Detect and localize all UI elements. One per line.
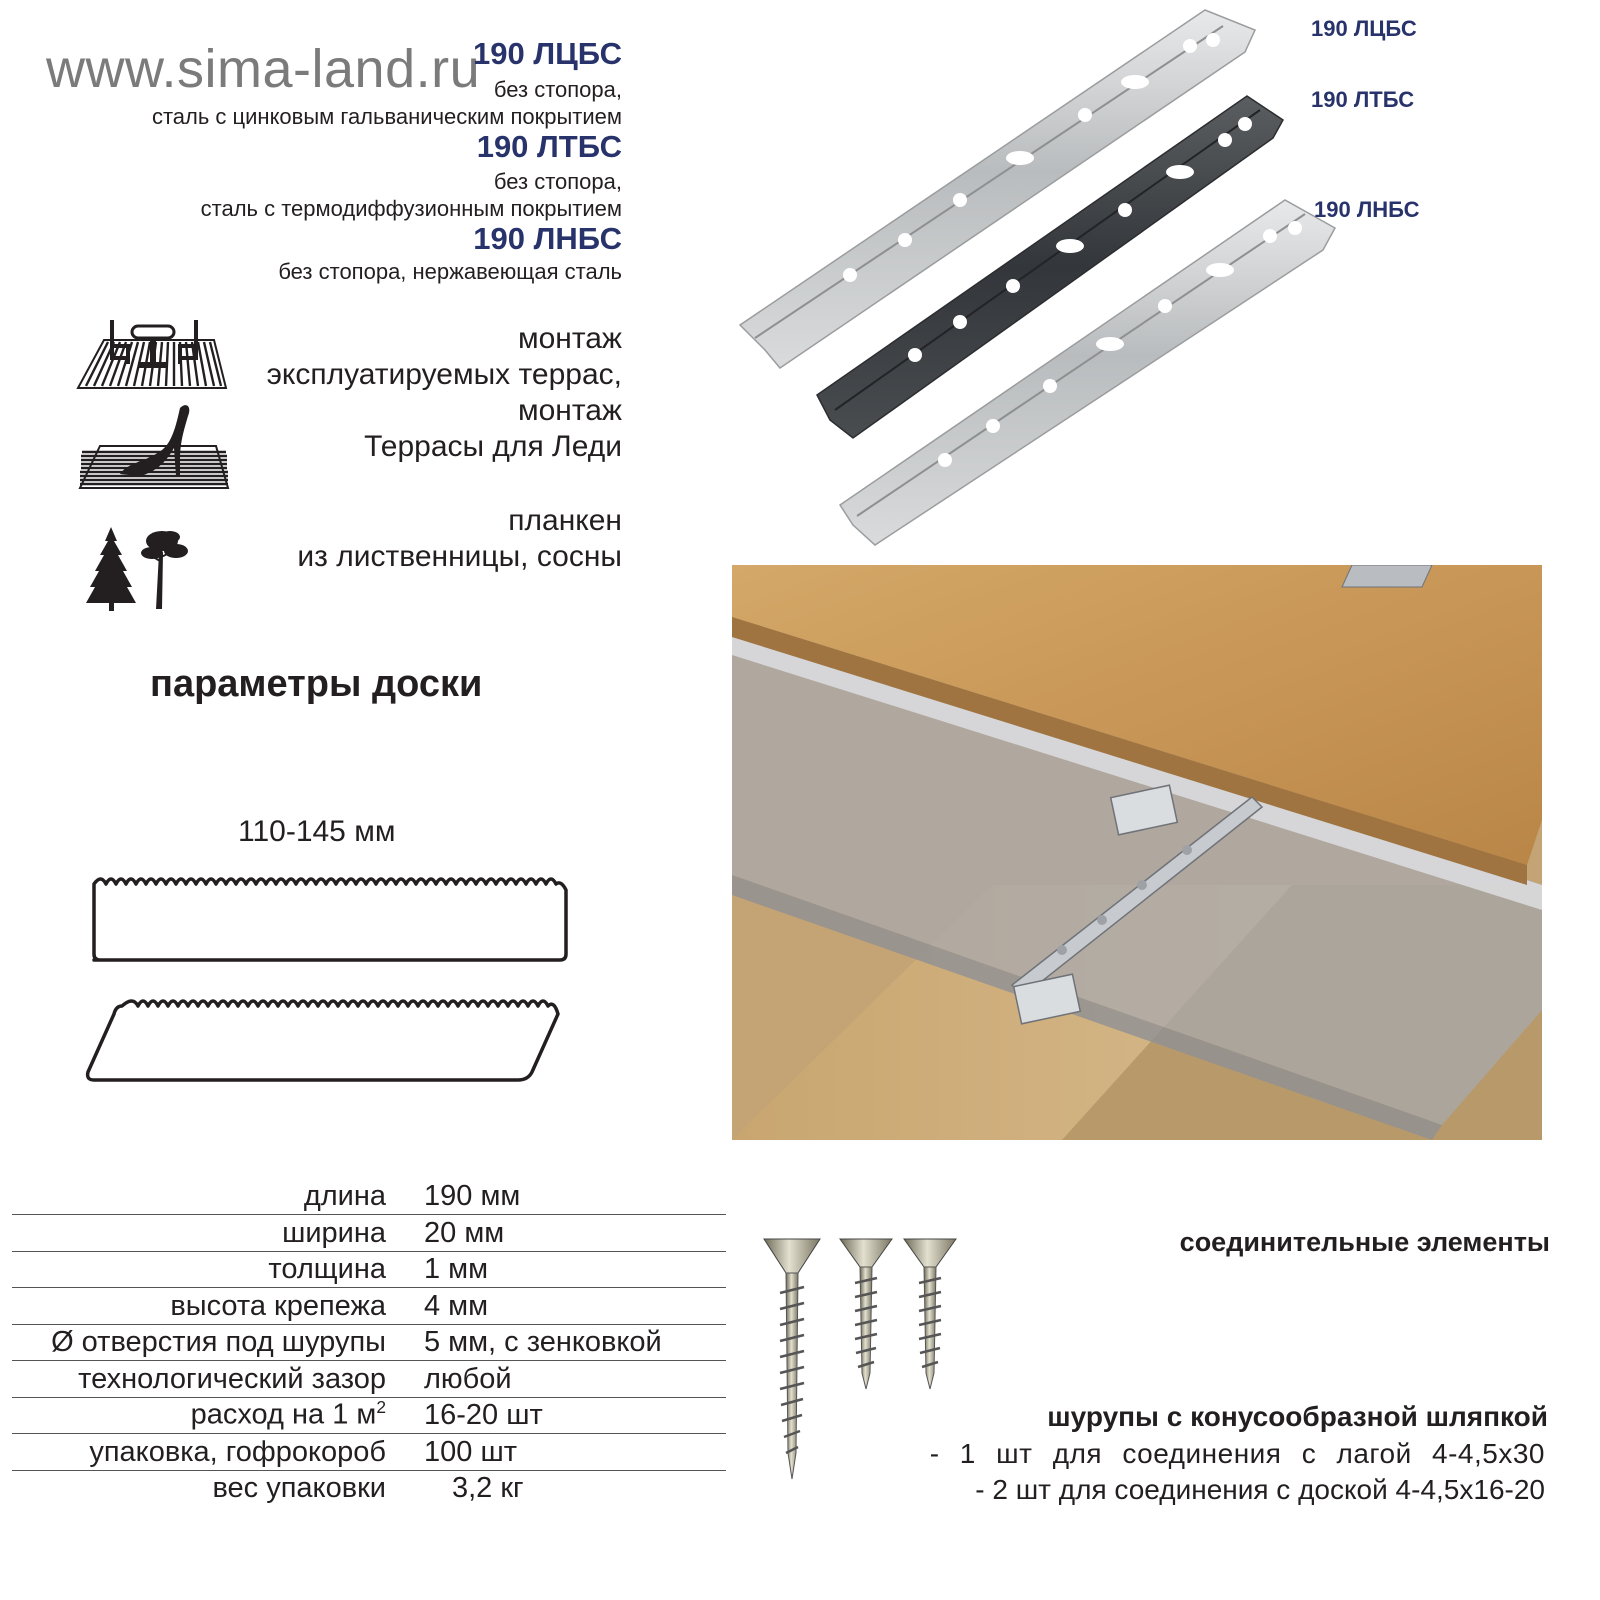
terrace-table-icon	[74, 318, 232, 392]
usage-terrace-line2: эксплуатируемых террас,	[266, 358, 622, 391]
spec-row	[12, 1323, 726, 1361]
screw-icon	[764, 1239, 820, 1479]
spec-value: 16-20 шт	[424, 1399, 543, 1431]
spec-name: ширина	[282, 1217, 386, 1249]
usage-wood-line2: из лиственницы, сосны	[297, 540, 622, 573]
usage-lady-line2: Террасы для Леди	[364, 430, 622, 463]
screws-line-board: - 2 шт для соединения с доской 4-4,5х16-20	[975, 1474, 1545, 1505]
spec-row	[12, 1396, 726, 1434]
spec-row	[12, 1177, 726, 1215]
spec-name: длина	[303, 1180, 386, 1212]
spec-name-text: расход на 1 м	[190, 1399, 377, 1431]
spec-value: 20 мм	[424, 1217, 505, 1249]
spec-value: любой	[424, 1363, 512, 1395]
spec-name: высота крепежа	[170, 1290, 386, 1322]
spec-row	[12, 1433, 726, 1471]
spec-value: 4 мм	[424, 1290, 489, 1322]
spec-value: 190 мм	[424, 1180, 521, 1212]
spec-name: толщина	[268, 1253, 386, 1285]
spec-row	[12, 1214, 726, 1252]
connectors-title: соединительные элементы	[1179, 1227, 1550, 1257]
strip-label-ltbs: 190 ЛТБС	[1311, 87, 1415, 112]
spec-value: 5 мм, с зенковкой	[424, 1326, 662, 1358]
board-params-title: параметры доски	[150, 663, 483, 705]
screws-line-joist: - 1 шт для соединения с лагой 4-4,5х30	[929, 1438, 1545, 1469]
model-title-lcbs: 190 ЛЦБС	[473, 36, 622, 71]
board-profile-straight	[86, 870, 576, 966]
usage-wood-line1: планкен	[508, 504, 622, 537]
screws-title: шурупы с конусообразной шляпкой	[1047, 1401, 1548, 1432]
spec-name: вес упаковки	[212, 1472, 386, 1504]
model-title-ltbs: 190 ЛТБС	[476, 129, 622, 164]
strip-label-lcbs: 190 ЛЦБС	[1311, 16, 1417, 41]
spec-name: Ø отверстия под шурупы	[51, 1326, 386, 1358]
model-desc-ltbs-1: без стопора,	[493, 169, 622, 194]
high-heel-icon	[76, 402, 232, 492]
spec-value: 100 шт	[424, 1436, 517, 1468]
spec-name-superscript: 2	[376, 1397, 386, 1418]
installation-render	[732, 565, 1542, 1140]
board-width-label: 110-145 мм	[238, 815, 396, 848]
spec-value: 3,2 кг	[452, 1472, 524, 1504]
spec-name	[191, 1397, 386, 1432]
model-desc-lcbs-2: сталь с цинковым гальваническим покрытием	[151, 104, 622, 129]
screw-icon	[840, 1239, 892, 1389]
spec-name: технологический зазор	[78, 1363, 386, 1395]
strip-label-lnbs: 190 ЛНБС	[1314, 197, 1420, 222]
screw-icon	[904, 1239, 956, 1389]
spec-value: 1 мм	[424, 1253, 489, 1285]
spec-name: упаковка, гофрокороб	[89, 1436, 386, 1468]
board-profile-beveled	[80, 990, 570, 1086]
model-desc-lnbs-1: без стопора, нержавеющая сталь	[278, 259, 622, 284]
spruce-tree-icon	[86, 527, 136, 611]
model-desc-lcbs-1: без стопора,	[493, 77, 622, 102]
spec-row	[12, 1287, 726, 1325]
usage-lady-line1: монтаж	[517, 394, 622, 427]
usage-terrace-line1: монтаж	[517, 322, 622, 355]
pine-tree-icon	[140, 529, 190, 611]
watermark: www.sima-land.ru	[46, 39, 481, 99]
spec-row	[12, 1469, 726, 1506]
spec-row	[12, 1250, 726, 1288]
spec-row	[12, 1360, 726, 1398]
model-desc-ltbs-2: сталь с термодиффузионным покрытием	[200, 196, 622, 221]
fastener-strips-photo	[735, 0, 1355, 560]
model-title-lnbs: 190 ЛНБС	[473, 221, 622, 256]
